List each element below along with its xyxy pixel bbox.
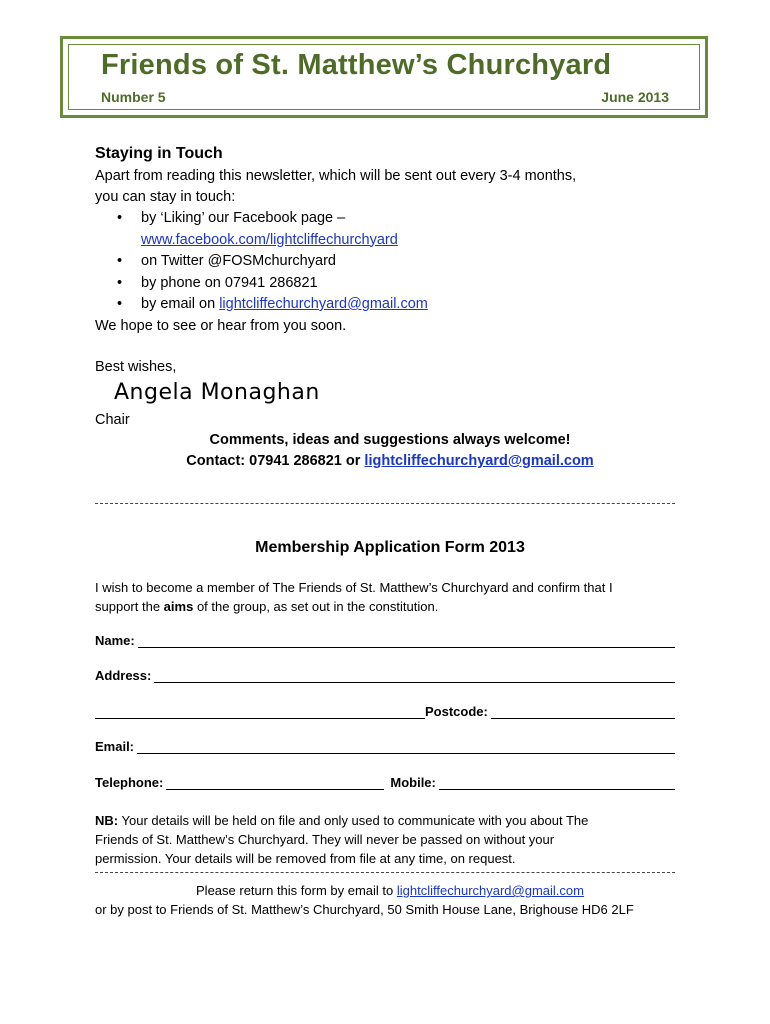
telephone-label: Telephone: <box>95 775 164 790</box>
newsletter-title: Friends of St. Matthew’s Churchyard <box>101 49 612 81</box>
comments-welcome: Comments, ideas and suggestions always welcome! <box>209 432 571 448</box>
phone-text: by phone on 07941 286821 <box>141 274 318 291</box>
nb-text-1: Your details will be held on file and only used to communicate with you about The <box>121 813 589 828</box>
statement-line-2 <box>95 597 685 616</box>
address-label: Address: <box>95 668 152 683</box>
best-wishes: Best wishes, <box>95 358 177 375</box>
privacy-note <box>95 811 685 868</box>
facebook-text: by ‘Liking’ our Facebook page – <box>141 210 346 226</box>
postcode-label: Postcode: <box>425 704 488 719</box>
staying-in-touch-heading: Staying in Touch <box>95 145 223 162</box>
form-heading: Membership Application Form 2013 <box>255 539 525 556</box>
issue-date: June 2013 <box>601 89 669 105</box>
list-item <box>95 251 685 273</box>
membership-statement <box>95 578 685 616</box>
mobile-field[interactable] <box>439 777 675 790</box>
statement-pre: support the <box>95 599 161 614</box>
telephone-field[interactable] <box>166 777 384 790</box>
bullet-icon: • <box>117 274 123 291</box>
return-instructions <box>95 881 685 900</box>
address-postcode-row <box>95 704 675 719</box>
nb-line-3: permission. Your details will be removed from file at any time, on request. <box>95 851 516 866</box>
signature: Angela Monaghan <box>114 380 320 405</box>
newsletter-header <box>60 36 708 118</box>
name-label: Name: <box>95 633 135 648</box>
issue-number: Number 5 <box>101 89 166 105</box>
list-item <box>95 273 685 295</box>
nb-line-2: Friends of St. Matthew’s Churchyard. They will never be passed on without your <box>95 832 555 847</box>
contact-line <box>95 451 685 472</box>
statement-line-1: I wish to become a member of The Friends of St. Matthew’s Churchyard and confirm that I <box>95 580 613 595</box>
staying-in-touch-section <box>95 145 685 378</box>
intro-line-2: you can stay in touch: <box>95 189 236 205</box>
email-text: by email on <box>141 296 216 312</box>
contact-text: Contact: 07941 286821 or <box>186 453 361 469</box>
email-label: Email: <box>95 739 135 754</box>
postcode-field[interactable] <box>491 706 675 719</box>
email-link[interactable]: lightcliffechurchyard@gmail.com <box>219 296 428 312</box>
statement-aims: aims <box>163 599 194 614</box>
closing-text: We hope to see or hear from you soon. <box>95 317 347 334</box>
statement-post: of the group, as set out in the constitution. <box>196 599 439 614</box>
phone-row <box>95 775 675 790</box>
address-line-2-field[interactable] <box>95 706 425 719</box>
email-field[interactable] <box>137 741 675 754</box>
twitter-text: on Twitter @FOSMchurchyard <box>141 253 336 269</box>
return-email-link[interactable]: lightcliffechurchyard@gmail.com <box>396 883 584 898</box>
name-row <box>95 633 675 648</box>
bullet-icon: • <box>117 210 123 226</box>
bottom-divider <box>95 872 675 873</box>
email-row <box>95 739 675 754</box>
return-text: Please return this form by email to <box>196 883 394 898</box>
list-item <box>95 294 685 316</box>
address-field[interactable] <box>154 670 675 683</box>
nb-label: NB: <box>95 813 119 828</box>
name-field[interactable] <box>138 635 675 648</box>
chair-role: Chair <box>95 412 130 428</box>
contact-methods-list <box>95 208 685 316</box>
bullet-icon: • <box>117 253 123 269</box>
facebook-link[interactable]: www.facebook.com/lightcliffechurchyard <box>141 231 398 248</box>
postal-address: or by post to Friends of St. Matthew’s Churchyard, 50 Smith House Lane, Brighouse HD6 2LF <box>95 902 634 917</box>
mobile-label: Mobile: <box>390 775 436 790</box>
list-item <box>95 208 685 251</box>
contact-email-link[interactable]: lightcliffechurchyard@gmail.com <box>364 453 594 469</box>
nb-line-1 <box>95 811 685 830</box>
intro-line-1: Apart from reading this newsletter, which will be sent out every 3-4 months, <box>95 168 577 184</box>
cut-line-divider <box>95 503 675 504</box>
bullet-icon: • <box>117 296 123 312</box>
address-row <box>95 668 675 683</box>
